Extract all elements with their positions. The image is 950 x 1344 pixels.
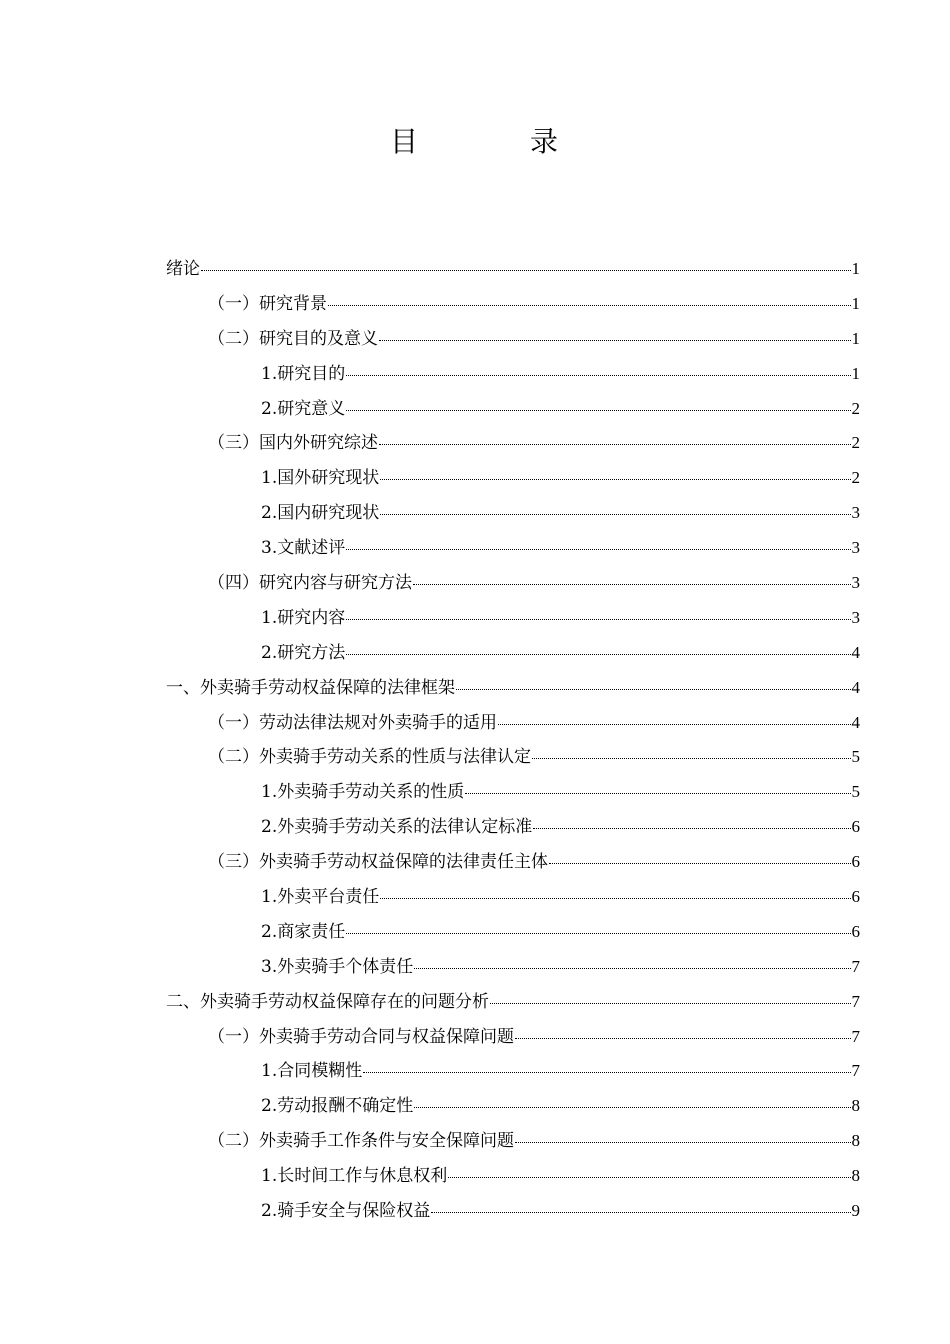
dot-leader bbox=[414, 968, 850, 969]
dot-leader bbox=[413, 584, 851, 585]
toc-entry-text: （三）外卖骑手劳动权益保障的法律责任主体 bbox=[208, 852, 548, 873]
toc-entry-text: 二、外卖骑手劳动权益保障存在的问题分析 bbox=[166, 991, 489, 1012]
dot-leader bbox=[448, 1177, 850, 1178]
toc-entry[interactable] bbox=[166, 810, 860, 845]
toc-entry[interactable] bbox=[166, 845, 860, 880]
toc-entry-text: 1.国外研究现状 bbox=[261, 468, 380, 489]
toc-entry[interactable] bbox=[166, 1089, 860, 1124]
dot-leader bbox=[379, 444, 851, 445]
toc-entry-text: 2.国内研究现状 bbox=[261, 503, 380, 524]
toc-entry-text: 2.研究意义 bbox=[261, 398, 346, 419]
toc-entry-page-number: 6 bbox=[851, 921, 860, 941]
toc-entry-page-number: 3 bbox=[851, 503, 860, 523]
toc-entry-page-number: 4 bbox=[851, 642, 860, 662]
toc-entry-text: 1.合同模糊性 bbox=[261, 1061, 363, 1082]
dot-leader bbox=[328, 305, 851, 306]
toc-entry-text: （二）外卖骑手劳动关系的性质与法律认定 bbox=[208, 747, 531, 768]
toc-entry-page-number: 3 bbox=[851, 607, 860, 627]
toc-entry-page-number: 6 bbox=[851, 887, 860, 907]
toc-entry[interactable] bbox=[166, 392, 860, 427]
toc-entry[interactable] bbox=[166, 426, 860, 461]
toc-entry-text: 3.外卖骑手个体责任 bbox=[261, 956, 414, 977]
dot-leader bbox=[380, 479, 850, 480]
toc-entry-page-number: 1 bbox=[851, 363, 860, 383]
toc-entry-page-number: 5 bbox=[851, 782, 860, 802]
toc-entry-text: （一）研究背景 bbox=[208, 293, 327, 314]
toc-entry[interactable] bbox=[166, 775, 860, 810]
dot-leader bbox=[363, 1072, 850, 1073]
table-of-contents bbox=[166, 252, 860, 1229]
toc-entry-text: （二）研究目的及意义 bbox=[208, 328, 378, 349]
toc-entry[interactable] bbox=[166, 1124, 860, 1159]
toc-entry-page-number: 2 bbox=[851, 433, 860, 453]
dot-leader bbox=[515, 1142, 851, 1143]
dot-leader bbox=[346, 549, 850, 550]
dot-leader bbox=[346, 375, 850, 376]
toc-entry-text: （一）劳动法律法规对外卖骑手的适用 bbox=[208, 712, 497, 733]
dot-leader bbox=[346, 933, 850, 934]
dot-leader bbox=[549, 863, 851, 864]
dot-leader bbox=[533, 828, 850, 829]
dot-leader bbox=[346, 410, 850, 411]
toc-entry-text: （二）外卖骑手工作条件与安全保障问题 bbox=[208, 1131, 514, 1152]
toc-title: 目 录 bbox=[389, 125, 600, 158]
toc-entry-text: 1.研究内容 bbox=[261, 607, 346, 628]
dot-leader bbox=[380, 898, 850, 899]
dot-leader bbox=[379, 340, 851, 341]
toc-entry[interactable] bbox=[166, 740, 860, 775]
toc-entry[interactable] bbox=[166, 566, 860, 601]
toc-entry-text: 2.外卖骑手劳动关系的法律认定标准 bbox=[261, 817, 533, 838]
toc-entry[interactable] bbox=[166, 496, 860, 531]
toc-entry-page-number: 6 bbox=[851, 852, 860, 872]
toc-entry-text: 1.外卖骑手劳动关系的性质 bbox=[261, 782, 465, 803]
toc-entry-page-number: 7 bbox=[851, 1026, 860, 1046]
toc-entry[interactable] bbox=[166, 671, 860, 706]
toc-entry-text: 2.劳动报酬不确定性 bbox=[261, 1096, 414, 1117]
dot-leader bbox=[465, 793, 850, 794]
toc-entry-text: （三）国内外研究综述 bbox=[208, 433, 378, 454]
toc-entry-page-number: 3 bbox=[851, 573, 860, 593]
toc-entry[interactable] bbox=[166, 636, 860, 671]
toc-entry-page-number: 2 bbox=[851, 398, 860, 418]
dot-leader bbox=[532, 758, 851, 759]
toc-entry[interactable] bbox=[166, 287, 860, 322]
toc-entry[interactable] bbox=[166, 601, 860, 636]
toc-entry-page-number: 1 bbox=[851, 293, 860, 313]
toc-entry-text: （四）研究内容与研究方法 bbox=[208, 573, 412, 594]
toc-entry[interactable] bbox=[166, 880, 860, 915]
toc-entry-page-number: 3 bbox=[851, 538, 860, 558]
toc-entry-text: 1.长时间工作与休息权利 bbox=[261, 1166, 448, 1187]
toc-entry[interactable] bbox=[166, 461, 860, 496]
dot-leader bbox=[498, 724, 851, 725]
dot-leader bbox=[490, 1003, 851, 1004]
dot-leader bbox=[380, 514, 850, 515]
dot-leader bbox=[414, 1107, 850, 1108]
toc-entry-page-number: 7 bbox=[851, 991, 860, 1011]
toc-entry-text: 2.骑手安全与保险权益 bbox=[261, 1201, 431, 1222]
dot-leader bbox=[346, 654, 850, 655]
toc-entry-page-number: 8 bbox=[851, 1131, 860, 1151]
toc-entry-text: （一）外卖骑手劳动合同与权益保障问题 bbox=[208, 1026, 514, 1047]
toc-entry[interactable] bbox=[166, 531, 860, 566]
toc-entry-page-number: 7 bbox=[851, 956, 860, 976]
toc-entry[interactable] bbox=[166, 1159, 860, 1194]
toc-entry-text: 1.研究目的 bbox=[261, 363, 346, 384]
toc-entry-page-number: 6 bbox=[851, 817, 860, 837]
toc-entry-text: 2.研究方法 bbox=[261, 642, 346, 663]
toc-entry-page-number: 4 bbox=[851, 712, 860, 732]
toc-entry[interactable] bbox=[166, 1194, 860, 1229]
dot-leader bbox=[346, 619, 850, 620]
toc-entry-page-number: 7 bbox=[851, 1061, 860, 1081]
toc-entry[interactable] bbox=[166, 1020, 860, 1055]
toc-entry[interactable] bbox=[166, 706, 860, 741]
toc-entry-page-number: 9 bbox=[851, 1201, 860, 1221]
toc-entry-text: 绪论 bbox=[166, 259, 200, 279]
dot-leader bbox=[456, 689, 851, 690]
toc-entry[interactable] bbox=[166, 915, 860, 950]
toc-entry-page-number: 5 bbox=[851, 747, 860, 767]
toc-entry-page-number: 8 bbox=[851, 1096, 860, 1116]
toc-entry[interactable] bbox=[166, 985, 860, 1020]
toc-entry-text: 一、外卖骑手劳动权益保障的法律框架 bbox=[166, 677, 455, 698]
dot-leader bbox=[431, 1212, 850, 1213]
toc-entry[interactable] bbox=[166, 1054, 860, 1089]
toc-entry[interactable] bbox=[166, 252, 860, 287]
toc-entry-text: 3.文献述评 bbox=[261, 538, 346, 559]
toc-entry-page-number: 4 bbox=[851, 677, 860, 697]
toc-entry-page-number: 1 bbox=[851, 259, 860, 278]
toc-entry-page-number: 8 bbox=[851, 1166, 860, 1186]
dot-leader bbox=[201, 270, 851, 271]
toc-entry-text: 2.商家责任 bbox=[261, 921, 346, 942]
toc-entry-text: 1.外卖平台责任 bbox=[261, 887, 380, 908]
toc-entry-page-number: 2 bbox=[851, 468, 860, 488]
toc-entry[interactable] bbox=[166, 950, 860, 985]
toc-entry-page-number: 1 bbox=[851, 328, 860, 348]
toc-entry[interactable] bbox=[166, 322, 860, 357]
dot-leader bbox=[515, 1038, 851, 1039]
toc-entry[interactable] bbox=[166, 357, 860, 392]
